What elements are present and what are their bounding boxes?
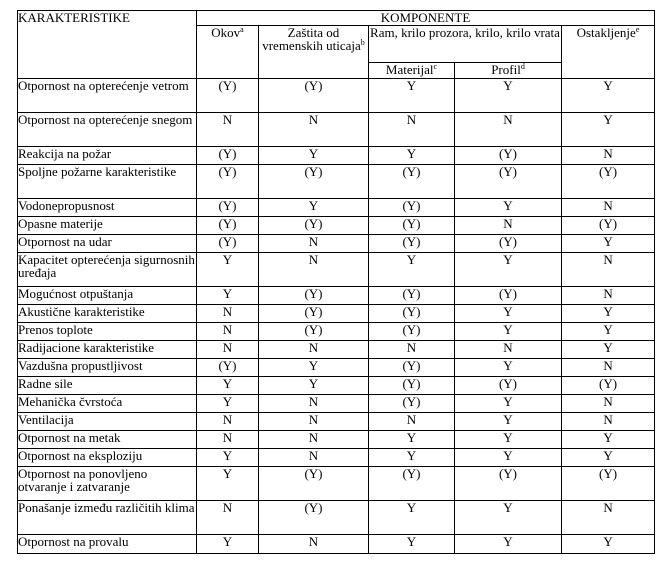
- cell-okov: (Y): [197, 147, 259, 165]
- cell-profil: Y: [455, 323, 562, 341]
- row-characteristic: Otpornost na metak: [18, 431, 197, 449]
- cell-profil: Y: [455, 253, 562, 287]
- cell-okov: Y: [197, 287, 259, 305]
- cell-profil: Y: [455, 501, 562, 535]
- table-row: [18, 199, 655, 217]
- cell-profil: Y: [455, 431, 562, 449]
- row-characteristic: Ponašanje između različitih klima: [18, 501, 197, 535]
- row-characteristic: Otpornost na provalu: [18, 535, 197, 554]
- cell-materijal: (Y): [369, 217, 455, 235]
- row-characteristic: Otpornost na opterećenje vetrom: [18, 79, 197, 113]
- table-row: [18, 535, 655, 554]
- row-characteristic: Kapacitet opterećenja sigurnosnih uređaja: [18, 253, 197, 287]
- cell-okov: (Y): [197, 217, 259, 235]
- cell-zastita: Y: [259, 377, 369, 395]
- table-row: [18, 217, 655, 235]
- cell-materijal: (Y): [369, 235, 455, 253]
- cell-ostakljenje: (Y): [562, 467, 655, 501]
- cell-profil: Y: [455, 359, 562, 377]
- row-characteristic: Reakcija na požar: [18, 147, 197, 165]
- row-characteristic: Otpornost na opterećenje snegom: [18, 113, 197, 147]
- table-row: [18, 395, 655, 413]
- table-row: [18, 377, 655, 395]
- row-characteristic: Otpornost na udar: [18, 235, 197, 253]
- cell-zastita: Y: [259, 147, 369, 165]
- table-row: [18, 79, 655, 113]
- cell-ostakljenje: N: [562, 253, 655, 287]
- cell-profil: (Y): [455, 235, 562, 253]
- cell-okov: N: [197, 431, 259, 449]
- cell-profil: (Y): [455, 287, 562, 305]
- cell-okov: (Y): [197, 165, 259, 199]
- cell-okov: Y: [197, 535, 259, 554]
- cell-materijal: Y: [369, 79, 455, 113]
- row-characteristic: Ventilacija: [18, 413, 197, 431]
- cell-okov: N: [197, 323, 259, 341]
- cell-ostakljenje: Y: [562, 535, 655, 554]
- cell-zastita: Y: [259, 359, 369, 377]
- cell-ostakljenje: Y: [562, 323, 655, 341]
- cell-materijal: (Y): [369, 377, 455, 395]
- cell-ostakljenje: N: [562, 413, 655, 431]
- cell-materijal: Y: [369, 431, 455, 449]
- cell-zastita: N: [259, 431, 369, 449]
- table-row: [18, 305, 655, 323]
- cell-zastita: (Y): [259, 305, 369, 323]
- cell-ostakljenje: Y: [562, 305, 655, 323]
- cell-ostakljenje: N: [562, 395, 655, 413]
- table-row: [18, 253, 655, 287]
- cell-materijal: (Y): [369, 305, 455, 323]
- cell-zastita: (Y): [259, 287, 369, 305]
- table-row: [18, 449, 655, 467]
- cell-okov: (Y): [197, 199, 259, 217]
- cell-ostakljenje: N: [562, 147, 655, 165]
- cell-ostakljenje: N: [562, 359, 655, 377]
- table-row: [18, 501, 655, 535]
- cell-okov: Y: [197, 449, 259, 467]
- cell-materijal: (Y): [369, 467, 455, 501]
- cell-ostakljenje: (Y): [562, 165, 655, 199]
- row-characteristic: Vazdušna propustljivost: [18, 359, 197, 377]
- cell-zastita: (Y): [259, 217, 369, 235]
- cell-ostakljenje: Y: [562, 113, 655, 147]
- table-row: [18, 287, 655, 305]
- row-characteristic: Akustične karakteristike: [18, 305, 197, 323]
- cell-ostakljenje: Y: [562, 341, 655, 359]
- cell-materijal: N: [369, 113, 455, 147]
- table-row: [18, 323, 655, 341]
- cell-profil: Y: [455, 413, 562, 431]
- cell-okov: N: [197, 113, 259, 147]
- cell-okov: (Y): [197, 359, 259, 377]
- cell-profil: Y: [455, 305, 562, 323]
- cell-okov: N: [197, 305, 259, 323]
- header-materijal: Materijal$^c$: [369, 63, 455, 79]
- cell-materijal: N: [369, 413, 455, 431]
- cell-materijal: Y: [369, 449, 455, 467]
- cell-profil: Y: [455, 535, 562, 554]
- cell-materijal: (Y): [369, 323, 455, 341]
- cell-okov: (Y): [197, 235, 259, 253]
- cell-profil: N: [455, 341, 562, 359]
- cell-materijal: Y: [369, 147, 455, 165]
- cell-ostakljenje: Y: [562, 79, 655, 113]
- cell-okov: Y: [197, 377, 259, 395]
- cell-zastita: (Y): [259, 467, 369, 501]
- row-characteristic: Radijacione karakteristike: [18, 341, 197, 359]
- row-characteristic: Mogućnost otpuštanja: [18, 287, 197, 305]
- cell-ostakljenje: (Y): [562, 377, 655, 395]
- cell-profil: N: [455, 217, 562, 235]
- characteristics-table: [17, 10, 655, 554]
- cell-materijal: (Y): [369, 395, 455, 413]
- cell-zastita: N: [259, 413, 369, 431]
- cell-ostakljenje: Y: [562, 235, 655, 253]
- header-okov: Okov$^a$: [197, 26, 259, 79]
- cell-profil: N: [455, 113, 562, 147]
- cell-zastita: N: [259, 253, 369, 287]
- cell-zastita: N: [259, 113, 369, 147]
- header-profil: Profil$^d$: [455, 63, 562, 79]
- cell-materijal: (Y): [369, 199, 455, 217]
- table-row: [18, 341, 655, 359]
- row-characteristic: Vodonepropusnost: [18, 199, 197, 217]
- cell-profil: Y: [455, 199, 562, 217]
- table-row: [18, 467, 655, 501]
- cell-zastita: (Y): [259, 323, 369, 341]
- row-characteristic: Otpornost na ponovljeno otvaranje i zatvaranje: [18, 467, 197, 501]
- cell-materijal: (Y): [369, 165, 455, 199]
- cell-ostakljenje: N: [562, 199, 655, 217]
- row-characteristic: Prenos toplote: [18, 323, 197, 341]
- table-row: [18, 359, 655, 377]
- row-characteristic: Opasne materije: [18, 217, 197, 235]
- table-row: [18, 431, 655, 449]
- cell-materijal: Y: [369, 535, 455, 554]
- table-row: [18, 165, 655, 199]
- cell-profil: Y: [455, 395, 562, 413]
- row-characteristic: Mehanička čvrstoća: [18, 395, 197, 413]
- table-row: [18, 113, 655, 147]
- header-components: KOMPONENTE: [197, 11, 655, 26]
- cell-zastita: N: [259, 449, 369, 467]
- header-characteristics: KARAKTERISTIKE: [18, 11, 197, 79]
- cell-ostakljenje: Y: [562, 431, 655, 449]
- cell-zastita: (Y): [259, 79, 369, 113]
- cell-profil: (Y): [455, 377, 562, 395]
- cell-profil: Y: [455, 449, 562, 467]
- row-characteristic: Radne sile: [18, 377, 197, 395]
- cell-profil: Y: [455, 79, 562, 113]
- cell-zastita: N: [259, 395, 369, 413]
- row-characteristic: Otpornost na eksploziju: [18, 449, 197, 467]
- cell-profil: (Y): [455, 147, 562, 165]
- cell-okov: N: [197, 501, 259, 535]
- header-ram: Ram, krilo prozora, krilo, krilo vrata: [369, 26, 562, 63]
- table-row: [18, 413, 655, 431]
- cell-okov: N: [197, 341, 259, 359]
- header-ostakljenje: Ostakljenje$^e$: [562, 26, 655, 79]
- row-characteristic: Spoljne požarne karakteristike: [18, 165, 197, 199]
- cell-zastita: N: [259, 535, 369, 554]
- cell-profil: (Y): [455, 165, 562, 199]
- cell-okov: Y: [197, 467, 259, 501]
- cell-zastita: (Y): [259, 501, 369, 535]
- cell-okov: Y: [197, 253, 259, 287]
- cell-materijal: (Y): [369, 359, 455, 377]
- cell-materijal: (Y): [369, 287, 455, 305]
- cell-zastita: N: [259, 235, 369, 253]
- cell-ostakljenje: N: [562, 501, 655, 535]
- cell-okov: (Y): [197, 79, 259, 113]
- header-zastita: Zaštita od vremenskih uticaja$^b$: [259, 26, 369, 79]
- cell-materijal: Y: [369, 501, 455, 535]
- cell-profil: (Y): [455, 467, 562, 501]
- cell-ostakljenje: Y: [562, 449, 655, 467]
- cell-ostakljenje: N: [562, 287, 655, 305]
- cell-okov: Y: [197, 395, 259, 413]
- cell-zastita: N: [259, 341, 369, 359]
- cell-okov: N: [197, 413, 259, 431]
- cell-zastita: (Y): [259, 165, 369, 199]
- cell-materijal: Y: [369, 253, 455, 287]
- cell-zastita: Y: [259, 199, 369, 217]
- cell-ostakljenje: (Y): [562, 217, 655, 235]
- cell-materijal: N: [369, 341, 455, 359]
- table-row: [18, 235, 655, 253]
- table-row: [18, 147, 655, 165]
